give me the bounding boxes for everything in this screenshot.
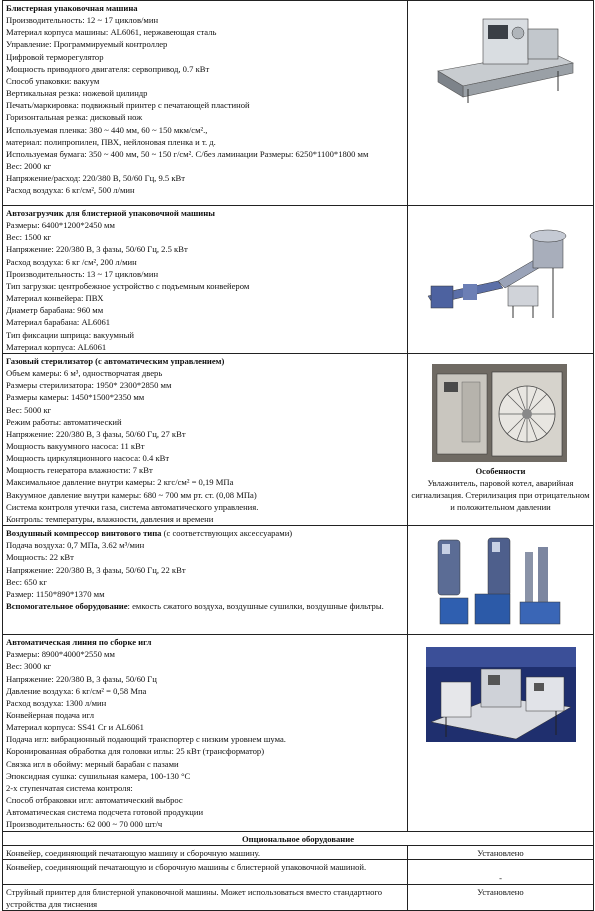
optional-row bbox=[3, 884, 594, 910]
spec-line: Используемая пленка: 380 ~ 440 мм, 60 ~ 150 мкм/см²., bbox=[6, 124, 208, 135]
spec-line: Размеры стерилизатора: 1950* 2300*2850 мм bbox=[6, 380, 172, 391]
autoloader-title: Автозагрузчик для блистерной упаковочной машины bbox=[6, 208, 215, 218]
spec-line: Напряжение: 220/380 В, 3 фазы, 50/60 Гц bbox=[6, 673, 157, 684]
row-autoloader bbox=[3, 206, 594, 354]
spec-line: Напряжение: 220/380 В, 3 фазы, 50/60 Гц, 22 кВт bbox=[6, 564, 186, 575]
spec-line: Производительность: 12 ~ 17 циклов/мин bbox=[6, 15, 159, 26]
spec-line: Материал корпуса машины: AL6061, нержавеющая сталь bbox=[6, 27, 217, 38]
spec-line: материал: полипропилен, ПВХ, нейлоновая пленка и т. д. bbox=[6, 136, 216, 147]
spec-line: Коронированная обработка для головки иглы: 25 кВт (трансформатор) bbox=[6, 746, 265, 757]
spec-line: Связка игл в обойму: мерный барабан с пазами bbox=[6, 758, 179, 769]
spec-line: Подача воздуха: 0,7 МПа, 3.62 м³/мин bbox=[6, 540, 145, 551]
optional-status: Установлено bbox=[408, 884, 594, 910]
spec-line: Давление воздуха: 6 кг/см² = 0,58 Мпа bbox=[6, 685, 147, 696]
spec-line: Материал конвейера: ПВХ bbox=[6, 293, 104, 304]
spec-line: Система контроля утечки газа, система автоматического управления. bbox=[6, 501, 259, 512]
spec-line: Расход воздуха: 6 кг/см², 500 л/мин bbox=[6, 185, 135, 196]
spec-line: Максимальное давление внутри камеры: 2 кгс/см² = 0,19 МПа bbox=[6, 477, 234, 488]
spec-line: Подача игл: вибрационный подающий транспортер с низким уровнем шума. bbox=[6, 734, 286, 745]
autoloader-image bbox=[423, 226, 583, 326]
row-gas-sterilizer bbox=[3, 353, 594, 525]
sterilizer-photo-cell bbox=[408, 353, 594, 525]
needle-line-title: Автоматическая линия по сборке игл bbox=[6, 637, 152, 648]
spec-line: Вес: 1500 кг bbox=[6, 232, 52, 243]
spec-line: Производительность: 13 ~ 17 циклов/мин bbox=[6, 268, 159, 279]
row-blister-machine bbox=[3, 1, 594, 206]
blister-machine-title: Блистерная упаковочная машина bbox=[6, 3, 138, 13]
equipment-table bbox=[2, 0, 594, 911]
spec-line: Тип фиксации шприца: вакуумный bbox=[6, 329, 134, 340]
spec-line: Управление: Программируемый контроллер bbox=[6, 39, 168, 50]
spec-line: Тип загрузки: центробежное устройство с подъемным конвейером bbox=[6, 280, 250, 291]
spec-line: Используемая бумага: 350 ~ 400 мм, 50 ~ 150 г/см². С/без ламинации Размеры: 6250*1100*1800 мм bbox=[6, 148, 369, 159]
compressor-photo-cell bbox=[408, 526, 594, 635]
sterilizer-features bbox=[410, 465, 591, 514]
spec-line: Вес: 650 кг bbox=[6, 576, 47, 587]
spec-line: Размеры: 8900*4000*2550 мм bbox=[6, 649, 115, 660]
spec-line: Мощность: 22 кВт bbox=[6, 552, 74, 563]
sterilizer-title: Газовый стерилизатор (с автоматическим управлением) bbox=[6, 355, 225, 366]
spec-line: Размер: 1150*890*1370 мм bbox=[6, 588, 105, 599]
spec-line: Размеры камеры: 1450*1500*2350 мм bbox=[6, 392, 145, 403]
spec-line: Вес: 2000 кг bbox=[6, 161, 52, 172]
auxiliary-label: Вспомогательное оборудование bbox=[6, 601, 128, 611]
spec-line: Объем камеры: 6 м³, одностворчатая дверь bbox=[6, 368, 163, 379]
spec-line: 2-х ступенчатая система контроля: bbox=[6, 782, 133, 793]
compressor-heading bbox=[6, 527, 404, 539]
optional-desc: Конвейер, соединяющий печатающую машину и сборочную машину. bbox=[3, 845, 408, 859]
spec-line: Материал барабана: AL6061 bbox=[6, 317, 111, 328]
needle-line-image bbox=[426, 647, 576, 742]
optional-header-row bbox=[3, 831, 594, 845]
blister-machine-specs bbox=[3, 1, 408, 206]
spec-line: Горизонтальная резка: дисковый нож bbox=[6, 112, 143, 123]
spec-line: Вес: 5000 кг bbox=[6, 404, 52, 415]
spec-line: Мощность генератора влажности: 7 кВт bbox=[6, 465, 153, 476]
compressor-image bbox=[430, 532, 575, 630]
spec-line: Способ упаковки: вакуум bbox=[6, 75, 100, 86]
spec-line: Мощность вакуумного насоса: 11 кВт bbox=[6, 440, 145, 451]
spec-line: Материал корпуса: SS41 Cr и AL6061 bbox=[6, 722, 144, 733]
spec-line: Автоматическая система подсчета готовой продукции bbox=[6, 807, 204, 818]
blister-machine-photo-cell bbox=[408, 1, 594, 206]
optional-status: - bbox=[408, 859, 594, 884]
spec-line: Размеры: 6400*1200*2450 мм bbox=[6, 220, 115, 231]
row-compressor bbox=[3, 526, 594, 635]
spec-line: Диаметр барабана: 960 мм bbox=[6, 305, 104, 316]
optional-status: Установлено bbox=[408, 845, 594, 859]
features-text: Увлажнитель, паровой котел, аварийная сигнализация. Стерилизация при отрицательном и положительном давлении bbox=[411, 478, 590, 513]
spec-line: Мощность приводного двигателя: сервопривод, 0.7 кВт bbox=[6, 63, 210, 74]
optional-desc: Струйный принтер для блистерной упаковочной машины. Может использоваться вместо стандартного устройства для тиснения bbox=[3, 884, 408, 910]
compressor-title-suffix: (с соответствующих аксессуарами) bbox=[161, 528, 293, 539]
optional-row bbox=[3, 859, 594, 884]
sterilizer-image bbox=[432, 364, 567, 462]
optional-header: Опциональное оборудование bbox=[3, 831, 594, 845]
blister-machine-image bbox=[428, 11, 578, 106]
spec-line: Расход воздуха: 6 кг /см², 200 л/мин bbox=[6, 256, 137, 267]
spec-line: Режим работы: автоматический bbox=[6, 416, 122, 427]
spec-line: Расход воздуха: 1300 л/мин bbox=[6, 697, 107, 708]
compressor-title: Воздушный компрессор винтового типа bbox=[6, 528, 162, 539]
spec-line: Производительность: 62 000 ~ 70 000 шт/ч bbox=[6, 819, 163, 830]
autoloader-specs bbox=[3, 206, 408, 354]
optional-row bbox=[3, 845, 594, 859]
spec-line: Напряжение: 220/380 В, 3 фазы, 50/60 Гц, 2.5 кВт bbox=[6, 244, 188, 255]
spec-line: Вес: 3000 кг bbox=[6, 661, 52, 672]
spec-line: Контроль: температуры, влажности, давления и времени bbox=[6, 513, 214, 524]
spec-line: Мощность циркуляционного насоса: 0.4 кВт bbox=[6, 453, 170, 464]
spec-line: Способ отбраковки игл: автоматический выброс bbox=[6, 795, 183, 806]
spec-line: Печать/маркировка: подвижный принтер с печатающей пластиной bbox=[6, 100, 250, 111]
features-title: Особенности bbox=[475, 465, 526, 476]
needle-line-photo-cell bbox=[408, 635, 594, 832]
autoloader-photo-cell bbox=[408, 206, 594, 354]
row-needle-assembly bbox=[3, 635, 594, 832]
optional-desc: Конвейер, соединяющий печатающую и сборочную машины с блистерной упаковочной машиной. bbox=[3, 859, 408, 884]
spec-line: Напряжение: 220/380 В, 3 фазы, 50/60 Гц, 27 кВт bbox=[6, 428, 186, 439]
spec-line: Вакуумное давление внутри камеры: 680 ~ 700 мм рт. ст. (0,08 МПа) bbox=[6, 489, 257, 500]
spec-line: Вертикальная резка: ножевой цилиндр bbox=[6, 88, 148, 99]
spec-line: Материал корпуса: AL6061 bbox=[6, 341, 107, 352]
needle-line-specs bbox=[3, 635, 408, 832]
compressor-specs bbox=[3, 526, 408, 635]
spec-line: Эпоксидная сушка: сушильная камера, 100-130 °C bbox=[6, 770, 191, 781]
spec-line: Конвейерная подача игл bbox=[6, 710, 94, 720]
spec-line: Цифровой терморегулятор bbox=[6, 51, 104, 62]
spec-line: Напряжение/расход: 220/380 В, 50/60 Гц, 9.5 кВт bbox=[6, 173, 186, 184]
auxiliary-equipment bbox=[6, 600, 404, 612]
auxiliary-text: : емкость сжатого воздуха, воздушные сушилки, воздушные фильтры. bbox=[127, 601, 384, 611]
sterilizer-specs bbox=[3, 353, 408, 525]
